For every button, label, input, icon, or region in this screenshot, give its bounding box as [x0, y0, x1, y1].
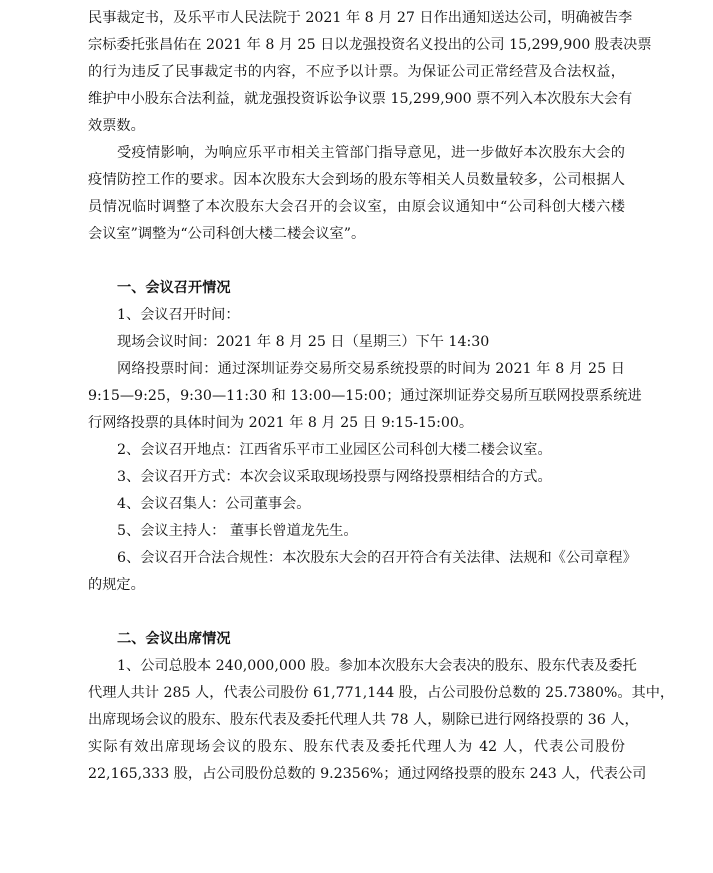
meeting-convener: 4、会议召集人：公司董事会。: [117, 496, 311, 512]
intro-line-4: 维护中小股东合法利益，就龙强投资诉讼争议票 15,299,900 票不列入本次股东大会有: [88, 91, 633, 107]
meeting-method: 3、会议召开方式：本次会议采取现场投票与网络投票相结合的方式。: [117, 469, 552, 485]
attendance-line-3: 出席现场会议的股东、股东代表及委托代理人共 78 人，剔除已进行网络投票的 36 人，: [88, 712, 639, 728]
attendance-line-5: 22,165,333 股，占公司股份总数的 9.2356%；通过网络投票的股东 243 人，代表公司: [88, 766, 647, 782]
attendance-line-2: 代理人共计 285 人，代表公司股份 61,771,144 股，占公司股份总数的 25.7380%。其中，: [88, 685, 675, 701]
online-time-line-2: 9:15—9:25，9:30—11:30 和 13:00—15:00；通过深圳证券交易所互联网投票系统进: [88, 388, 642, 404]
section-heading-2: 二、会议出席情况: [117, 631, 231, 647]
legality-line-1: 6、会议召开合法合规性：本次股东大会的召开符合有关法律、法规和《公司章程》: [117, 550, 637, 566]
online-time-line-1: 网络投票时间：通过深圳证券交易所交易系统投票的时间为 2021 年 8 月 25 日: [117, 361, 625, 377]
epidemic-line-2: 疫情防控工作的要求。因本次股东大会到场的股东等相关人员数量较多，公司根据人: [88, 172, 625, 188]
online-time-line-3: 行网络投票的具体时间为 2021 年 8 月 25 日 9:15-15:00。: [88, 415, 474, 431]
intro-line-2: 宗标委托张昌佑在 2021 年 8 月 25 日以龙强投资名义投出的公司 15,299,900 股表决票: [88, 37, 652, 53]
epidemic-line-1: 受疫情影响，为响应乐平市相关主管部门指导意见，进一步做好本次股东大会的: [117, 145, 625, 161]
meeting-host: 5、会议主持人： 董事长曾道龙先生。: [117, 523, 358, 539]
intro-line-5: 效票数。: [88, 118, 145, 134]
epidemic-line-3: 员情况临时调整了本次股东大会召开的会议室，由原会议通知中“公司科创大楼六楼: [88, 199, 625, 215]
intro-line-1: 民事裁定书，及乐平市人民法院于 2021 年 8 月 27 日作出通知送达公司，明确被告李: [88, 10, 633, 26]
epidemic-line-4: 会议室”调整为“公司科创大楼二楼会议室”。: [88, 226, 366, 242]
intro-line-3: 的行为违反了民事裁定书的内容，不应予以计票。为保证公司正常经营及合法权益，: [88, 64, 625, 80]
section-heading-1: 一、会议召开情况: [117, 280, 231, 296]
meeting-time-label: 1、会议召开时间：: [117, 307, 240, 323]
onsite-meeting-time: 现场会议时间：2021 年 8 月 25 日（星期三）下午 14:30: [117, 334, 490, 350]
legality-line-2: 的规定。: [88, 577, 145, 593]
attendance-line-4: 实际有效出席现场会议的股东、股东代表及委托代理人为 42 人，代表公司股份: [88, 739, 625, 755]
meeting-location: 2、会议召开地点：江西省乐平市工业园区公司科创大楼二楼会议室。: [117, 442, 552, 458]
attendance-line-1: 1、公司总股本 240,000,000 股。参加本次股东大会表决的股东、股东代表及委托: [117, 658, 637, 674]
